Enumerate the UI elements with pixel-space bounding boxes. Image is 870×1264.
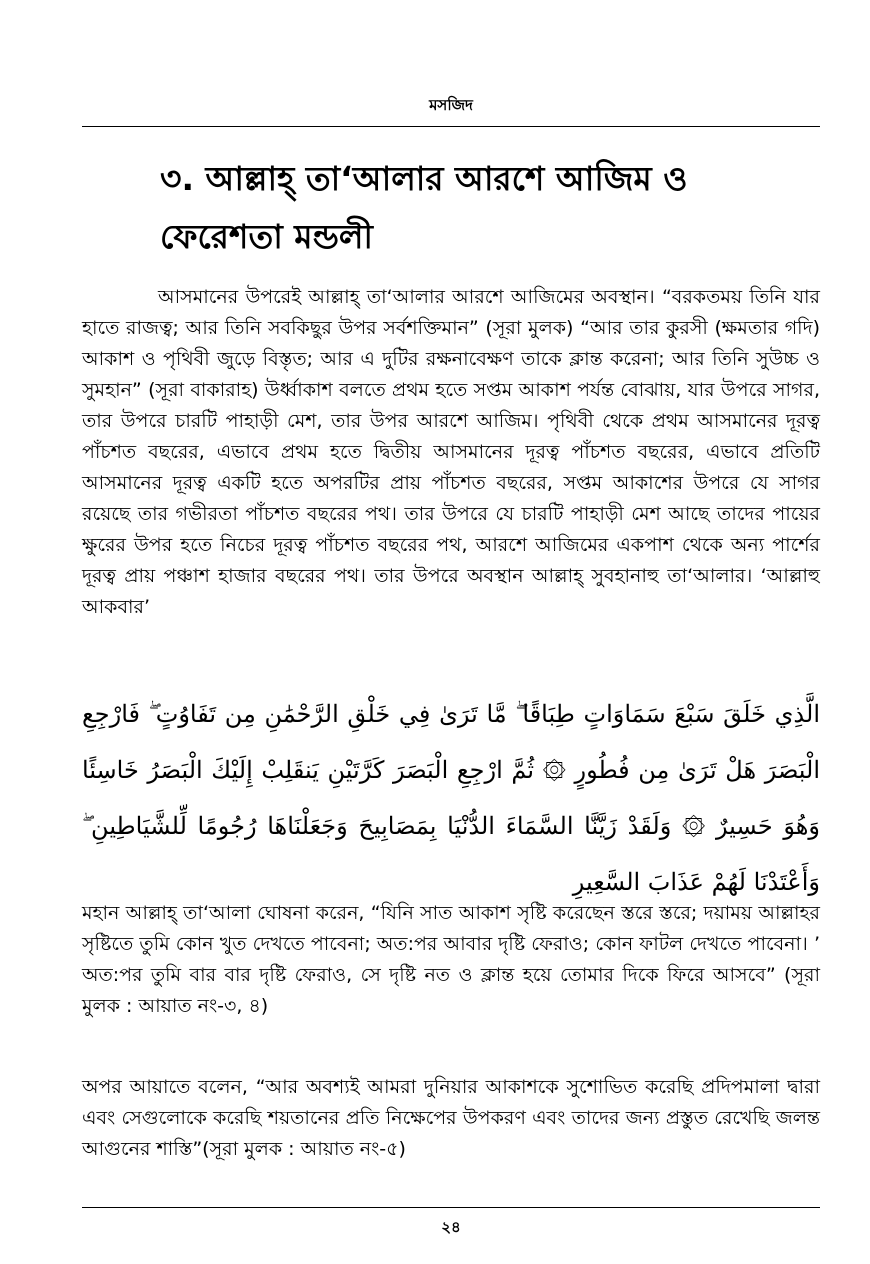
footer-divider: [82, 1207, 820, 1208]
paragraph-intro: আসমানের উপরেই আল্লাহ্ তা‘আলার আরশে আজিমের অবস্থান। “বরকতময় তিনি যার হাতে রাজত্ব; আর তিনি সবকিছুর উপর সর্বশক্তিমান” (সূরা মুলক) “আর তার কুরসী (ক্ষমতার গদি) আকাশ ও পৃথিবী জুড়ে বিস্তৃত; আর এ দুটির রক্ষনাবেক্ষণ তাকে ক্লান্ত করেনা; আর তিনি সুউচ্চ ও সুমহান” (সূরা বাকারাহ) উর্ধ্বাকাশ বলতে প্রথম হতে সপ্তম আকাশ পর্যন্ত বোঝায়, যার উপরে সাগর, তার উপরে চারটি পাহাড়ী মেশ, তার উপর আরশে আজিম। পৃথিবী থেকে প্রথম আসমানের দূরত্ব পাঁচশত বছরের, এভাবে প্রথম হতে দ্বিতীয় আসমানের দূরত্ব পাঁচশত বছরের, এভাবে প্রতিটি আসমানের দূরত্ব একটি হতে অপরটির প্রায় পাঁচশত বছরের, সপ্তম আকাশের উপরে যে সাগর রয়েছে তার গভীরতা পাঁচশত বছরের পথ। তার উপরে যে চারটি পাহাড়ী মেশ আছে তাদের পায়ের ক্ষুরের উপর হতে নিচের দূরত্ব পাঁচশত বছরের পথ, আরশে আজিমের একপাশ থেকে অন্য পার্শের দূরত্ব প্রায় পঞ্চাশ হাজার বছরের পথ। তার উপরে অবস্থান আল্লাহ্ সুবহানাহু তা‘আলার। ‘আল্লাহু আকবার’: [82, 286, 820, 618]
arabic-verse: الَّذِي خَلَقَ سَبْعَ سَمَاوَاتٍ طِبَاقًا ۖ مَّا تَرَىٰ فِي خَلْقِ الرَّحْمَٰنِ مِن تَفَاوُتٍ ۖ فَارْجِعِ الْبَصَرَ هَلْ تَرَىٰ مِن فُطُورٍ ۞ ثُمَّ ارْجِعِ الْبَصَرَ كَرَّتَيْنِ يَنقَلِبْ إِلَيْكَ الْبَصَرُ خَاسِئًا وَهُوَ حَسِيرٌ ۞ وَلَقَدْ زَيَّنَّا السَّمَاءَ الدُّنْيَا بِمَصَابِيحَ وَجَعَلْنَاهَا رُجُومًا لِّلشَّيَاطِينِ ۖ وَأَعْتَدْنَا لَهُمْ عَذَابَ السَّعِيرِ: [82, 700, 820, 896]
paragraph-translation: মহান আল্লাহ্ তা‘আলা ঘোষনা করেন, “যিনি সাত আকাশ সৃষ্টি করেছেন স্তরে স্তরে; দয়াময় আল্লাহর সৃষ্টিতে তুমি কোন খুত দেখতে পাবেনা; অত:পর আবার দৃষ্টি ফেরাও; কোন ফাটল দেখতে পাবেনা। ’ অত:পর তুমি বার বার দৃষ্টি ফেরাও, সে দৃষ্টি নত ও ক্লান্ত হয়ে তোমার দিকে ফিরে আসবে” (সূরা মুলক : আয়াত নং-৩, ৪): [82, 902, 820, 1017]
section-title: ৩. আল্লাহ্ তা‘আলার আরশে আজিম ও ফেরেশতা মন্ডলী: [160, 159, 688, 256]
paragraph-second-verse: অপর আয়াতে বলেন, “আর অবশ্যই আমরা দুনিয়ার আকাশকে সুশোভিত করেছি প্রদিপমালা দ্বারা এবং সেগুলোকে করেছি শয়তানের প্রতি নিক্ষেপের উপকরণ এবং তাদের জন্য প্রস্তুত রেখেছি জলন্ত আগুনের শাস্তি”(সূরা মুলক : আয়াত নং-৫): [82, 1076, 820, 1160]
page-number: ২৪: [441, 1218, 461, 1236]
running-header: মসজিদ: [429, 96, 473, 114]
header-divider: [82, 126, 820, 127]
